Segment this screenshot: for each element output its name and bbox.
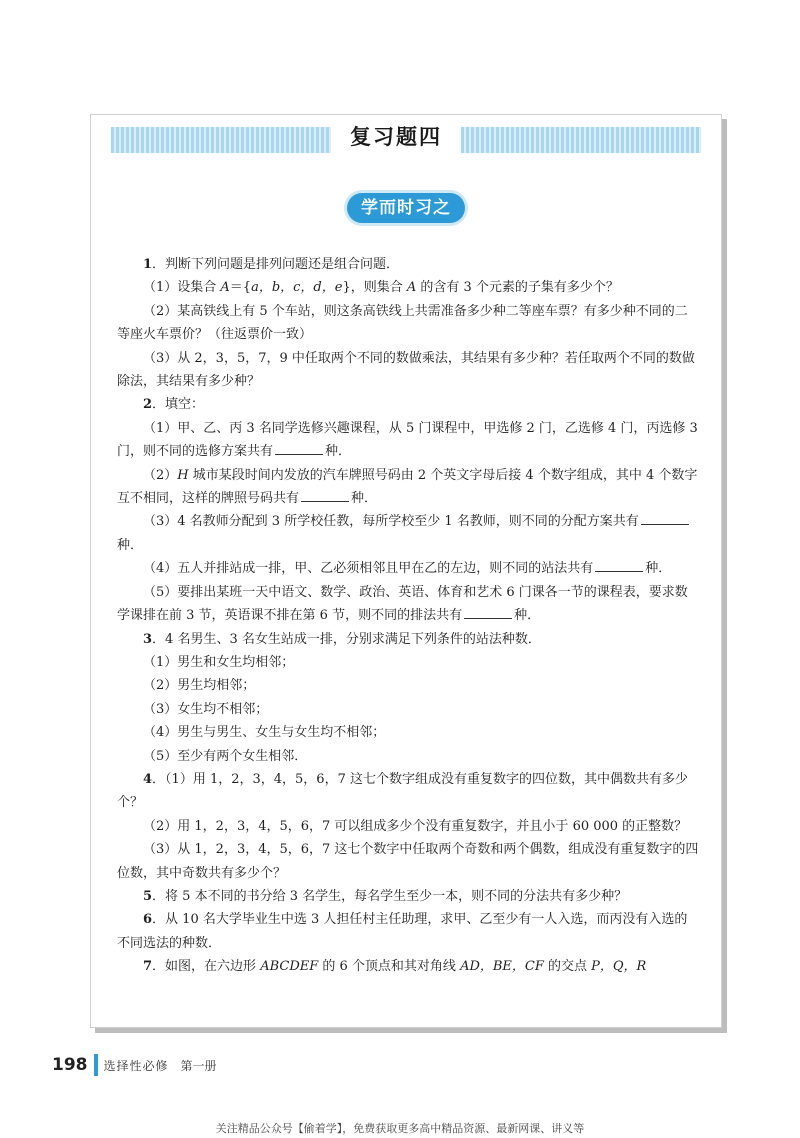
answer-blank xyxy=(641,510,689,525)
book-title: 选择性必修 xyxy=(103,1058,169,1073)
q2-part2: （2）H 城市某段时间内发放的汽车牌照号码由 2 个英文字母后接 4 个数字组成，其中 4 个数字互不相同，这样的牌照号码共有 种． xyxy=(117,467,698,507)
footer-divider xyxy=(94,1054,98,1076)
q1-number: 1 xyxy=(143,257,153,272)
q2-stem: 2．填空： xyxy=(143,397,205,413)
q2-part3: （3）4 名教师分配到 3 所学校任教，每所学校至少 1 名教师，则不同的分配方案共有种． xyxy=(117,510,699,557)
section-title: 复习题四 xyxy=(331,119,461,155)
q1-stem: 1．判断下列问题是排列问题还是组合问题． xyxy=(143,257,400,272)
q4-number: 4 xyxy=(143,771,153,787)
q3-part4: （4）男生与男生、女生与女生均不相邻； xyxy=(143,725,386,741)
q3-part3: （3）女生均不相邻； xyxy=(143,701,269,717)
q3-stem: 3．4 名男生、3 名女生站成一排，分别求满足下列条件的站法种数． xyxy=(143,631,541,647)
q2-part4: （4）五人并排站成一排，甲、乙必须相邻且甲在乙的左边，则不同的站法共有 种． xyxy=(117,557,699,580)
q2-number: 2 xyxy=(143,397,153,413)
q5-number: 5 xyxy=(143,888,153,904)
answer-blank xyxy=(301,487,349,502)
q2-part5: （5）要排出某班一天中语文、数学、政治、英语、体育和艺术 6 门课各一节的课程表，要求数学课排在前 3 节，英语课不排在第 6 节，则不同的排法共有 种． xyxy=(117,584,688,624)
answer-blank xyxy=(275,440,323,455)
watermark-text: 关注精品公众号【偷着学】，免费获取更多高中精品资源、最新网课、讲义等 xyxy=(215,1122,585,1135)
q4-part1: 4．（1）用 1，2，3，4，5，6，7 这七个数字组成没有重复数字的四位数，其中偶数共有多少个？ xyxy=(117,771,688,811)
q3-part5: （5）至少有两个女生相邻． xyxy=(143,748,308,764)
page-footer xyxy=(52,1052,217,1078)
q5: 5．将 5 本不同的书分给 3 名学生，每名学生至少一本，则不同的分法共有多少种？ xyxy=(143,888,628,904)
book-volume: 第一册 xyxy=(180,1058,217,1073)
q3-number: 3 xyxy=(143,631,153,647)
section-badge: 学而时习之 xyxy=(347,193,465,223)
exercise-content xyxy=(117,253,699,979)
q1-part3: （3）从 2，3，5，7，9 中任取两个不同的数做乘法，其结果有多少种？若任取两个不同的数做除法，其结果有多少种？ xyxy=(117,350,695,390)
q2-part1: （1）甲、乙、丙 3 名同学选修兴趣课程，从 5 门课程中，甲选修 2 门，乙选修 4 门，丙选修 3 门，则不同的选修方案共有 种． xyxy=(117,420,698,460)
answer-blank xyxy=(595,557,643,572)
q4-part3: （3）从 1，2，3，4，5，6，7 这七个数字中任取两个奇数和两个偶数，组成没有重复数字的四位数，其中奇数共有多少个？ xyxy=(117,842,699,881)
page-number: 198 xyxy=(52,1055,88,1075)
q6: 6．从 10 名大学毕业生中选 3 人担任村主任助理，求甲、乙至少有一人入选，而丙没有入选的不同选法的种数． xyxy=(117,912,688,951)
q7-number: 7 xyxy=(143,959,153,975)
q1-part2: （2）某高铁线上有 5 个车站，则这条高铁线上共需准备多少种二等座车票？有多少种不同的二等座火车票价？（往返票价一致） xyxy=(117,303,688,343)
q6-number: 6 xyxy=(143,912,153,928)
answer-blank xyxy=(464,604,512,619)
q3-part1: （1）男生和女生均相邻； xyxy=(143,654,295,670)
q7: 7．如图，在六边形 ABCDEF 的 6 个顶点和其对角线 AD，BE，CF 的交点 P，Q，R xyxy=(143,959,647,975)
q4-part2: （2）用 1，2，3，4，5，6，7 可以组成多少个没有重复数字，并且小于 60 000 的正整数？ xyxy=(143,818,688,834)
exercise-card xyxy=(90,114,722,1028)
q1-part1: （1）设集合 A＝{a，b，c，d，e}，则集合 A 的含有 3 个元素的子集有多少个？ xyxy=(143,280,619,296)
q3-part2: （2）男生均相邻； xyxy=(143,678,256,694)
